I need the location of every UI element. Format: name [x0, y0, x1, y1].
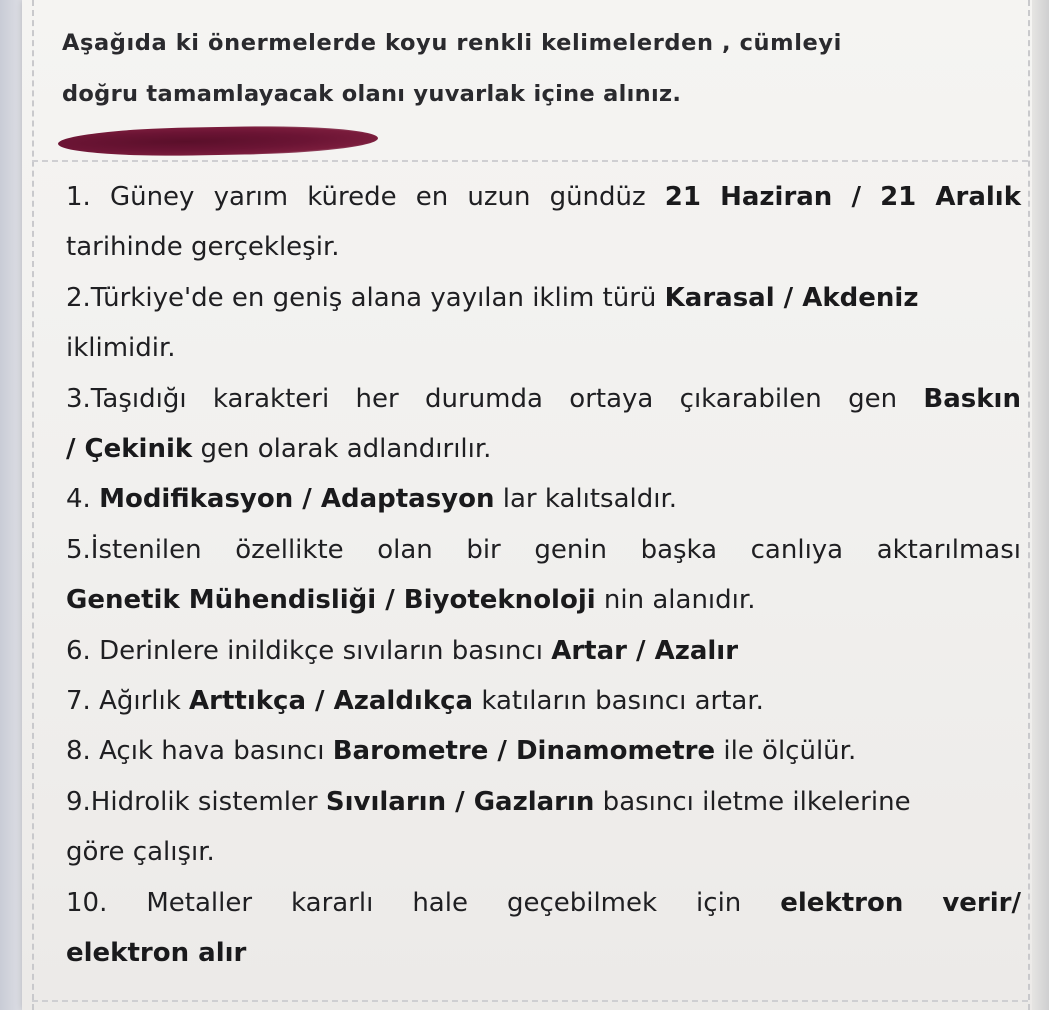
question-text: 7. Ağırlık	[66, 686, 190, 717]
word: olan	[377, 534, 433, 565]
word: hale	[412, 887, 468, 918]
question-1-line-1	[66, 172, 1021, 222]
question-3-line-2	[66, 424, 1021, 474]
bottom-separator	[32, 1000, 1028, 1002]
word: gündüz	[549, 182, 646, 212]
question-options[interactable]: Arttıkça / Azaldıkça	[189, 686, 474, 717]
question-9-line-1	[66, 777, 1021, 827]
word: uzun	[467, 182, 531, 212]
question-5-line-2	[66, 575, 1021, 625]
question-options[interactable]: Artar / Azalır	[551, 635, 739, 666]
option-word: /	[851, 182, 861, 212]
question-text: nin alanıdır.	[595, 585, 756, 616]
word: durumda	[425, 383, 543, 414]
option-word[interactable]: Haziran	[720, 182, 833, 212]
question-options[interactable]: Modifikasyon / Adaptasyon	[99, 484, 495, 515]
instructions	[62, 18, 1022, 120]
word: bir	[466, 534, 501, 565]
question-8	[66, 726, 1021, 776]
question-2-line-2: iklimidir.	[66, 333, 176, 364]
question-2-line-1	[66, 273, 1021, 323]
question-text: lar kalıtsaldır.	[494, 484, 678, 515]
word: çıkarabilen	[679, 383, 822, 414]
option-word[interactable]: Baskın	[923, 383, 1021, 414]
question-6	[66, 626, 1021, 676]
question-5-line-1	[66, 525, 1021, 575]
word: yarım	[213, 182, 289, 212]
word: 1.	[66, 182, 91, 212]
question-number: 4.	[66, 484, 100, 515]
word: genin	[534, 534, 607, 565]
paper-right-edge	[1032, 0, 1049, 1010]
question-text: 2.Türkiye'de en geniş alana yayılan iklim türü	[66, 282, 665, 313]
option-word[interactable]: Aralık	[935, 182, 1021, 212]
word: karakteri	[212, 383, 330, 414]
word: 3.Taşıdığı	[66, 383, 187, 414]
word: 10.	[66, 887, 108, 918]
instructions-line-2: doğru tamamlayacak olanı yuvarlak içine alınız.	[62, 81, 682, 107]
question-options[interactable]: Sıvıların / Gazların	[325, 786, 595, 817]
word: her	[355, 383, 399, 414]
word: kararlı	[291, 887, 374, 918]
word: için	[696, 887, 742, 918]
right-dashed-border	[1028, 0, 1030, 1010]
word: Metaller	[146, 887, 253, 918]
question-text: ile ölçülür.	[715, 736, 857, 767]
option-word[interactable]: 21	[664, 182, 701, 212]
question-3-line-1	[66, 374, 1021, 424]
question-4	[66, 474, 1021, 524]
question-text: 8. Açık hava basıncı	[66, 736, 333, 767]
option-word[interactable]: 21	[880, 182, 917, 212]
word: gen	[848, 383, 898, 414]
word: canlıya	[750, 534, 844, 565]
question-1-line-2: tarihinde gerçekleşir.	[66, 232, 340, 263]
question-9-line-2: göre çalışır.	[66, 837, 215, 868]
question-10-line-2	[66, 928, 1021, 978]
word: geçebilmek	[506, 887, 658, 918]
question-options[interactable]: elektron alır	[66, 938, 247, 969]
question-options[interactable]: Barometre / Dinamometre	[332, 736, 716, 767]
question-options[interactable]: Karasal / Akdeniz	[664, 282, 919, 313]
question-text: basıncı iletme ilkelerine	[594, 786, 911, 817]
question-7	[66, 676, 1021, 726]
word: özellikte	[235, 534, 344, 565]
question-10-line-1	[66, 878, 1021, 928]
question-text: 6. Derinlere inildikçe sıvıların basıncı	[66, 635, 552, 666]
word: aktarılması	[876, 534, 1021, 565]
question-options[interactable]: Genetik Mühendisliği / Biyoteknoloji	[66, 585, 596, 616]
word: en	[415, 182, 449, 212]
left-dashed-border	[32, 0, 34, 1010]
instructions-line-1: Aşağıda ki önermelerde koyu renkli kelimelerden , cümleyi	[62, 30, 842, 56]
option-word[interactable]: verir/	[942, 887, 1021, 918]
question-text: gen olarak adlandırılır.	[192, 434, 492, 465]
word: başka	[640, 534, 718, 565]
question-options[interactable]: / Çekinik	[66, 434, 193, 465]
word: 5.İstenilen	[66, 534, 202, 565]
question-list	[66, 172, 1021, 979]
word: ortaya	[569, 383, 654, 414]
option-word[interactable]: elektron	[780, 887, 904, 918]
header-separator	[32, 160, 1028, 162]
question-text: 9.Hidrolik sistemler	[66, 786, 326, 817]
word: kürede	[307, 182, 397, 212]
question-text: katıların basıncı artar.	[473, 686, 764, 717]
word: Güney	[109, 182, 195, 212]
